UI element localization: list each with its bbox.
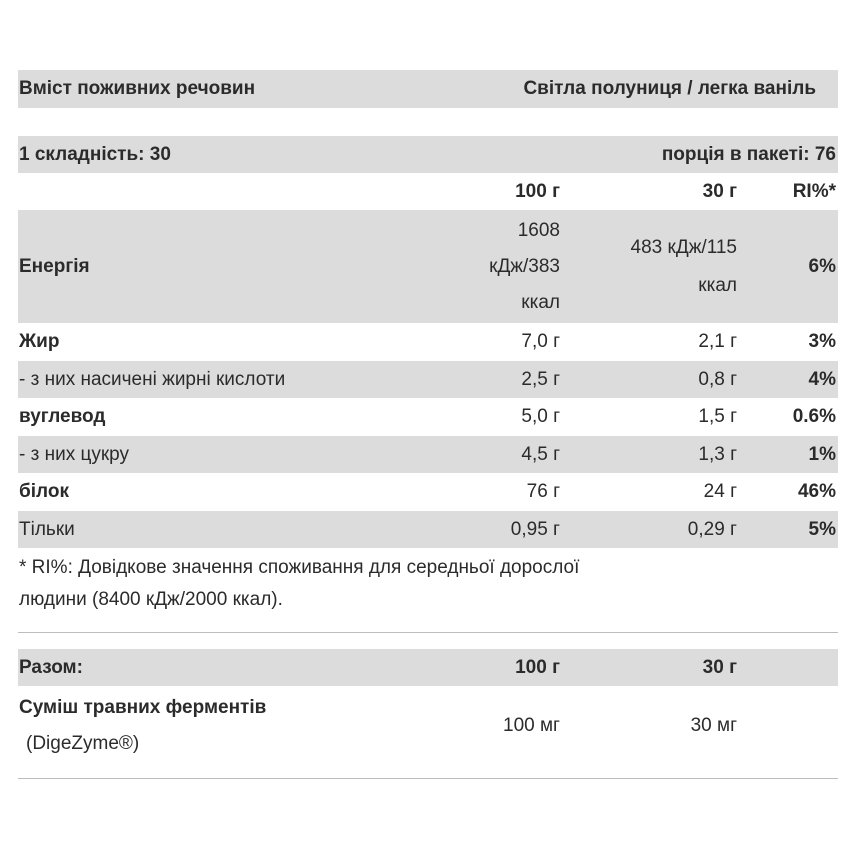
- value-per100: 0,95 г: [510, 518, 560, 540]
- table-row-carbs: [18, 398, 838, 436]
- energy-per30-line2: ккал: [698, 274, 737, 296]
- column-per100: 100 г: [515, 180, 560, 202]
- spacer: [18, 633, 838, 649]
- enzymes-name: [18, 690, 440, 762]
- value-per30: 1,3 г: [698, 443, 737, 465]
- value-per30: 24 г: [703, 481, 737, 502]
- extra-column-per100: 100 г: [515, 656, 560, 678]
- value-per30: 0,8 г: [698, 368, 737, 390]
- value-ri: 46%: [797, 481, 836, 502]
- nutrient-name: Жир: [19, 331, 60, 352]
- energy-ri: 6%: [808, 255, 836, 277]
- enzymes-title: Суміш травних ферментів: [19, 697, 267, 718]
- table-row-enzymes: [18, 686, 838, 766]
- servings-per-pack: порція в пакеті: 76: [661, 143, 836, 165]
- table-row-sugar: [18, 436, 838, 473]
- value-ri: 3%: [808, 331, 836, 352]
- value-per100: 2,5 г: [521, 368, 560, 390]
- energy-per30-line1: 483 кДж/115: [630, 236, 737, 258]
- energy-per30: [562, 229, 739, 305]
- nutrient-name: Тільки: [19, 518, 75, 540]
- table-row-salt: [18, 511, 838, 548]
- value-ri: 0.6%: [792, 406, 836, 427]
- value-ri: 1%: [808, 443, 836, 465]
- value-per100: 5,0 г: [521, 406, 560, 427]
- extra-column-per30: 30 г: [702, 656, 737, 678]
- nutrient-name: - з них насичені жирні кислоти: [19, 368, 286, 390]
- energy-per100: [440, 213, 562, 321]
- nutrient-name: білок: [19, 481, 69, 502]
- servings-row: [18, 136, 838, 173]
- table-row-energy: [18, 210, 838, 323]
- footnote-line1: * RI%: Довідкове значення споживання для середньої дорослої: [19, 557, 580, 578]
- energy-per100-kj-kcal: кДж/383: [489, 255, 560, 277]
- value-per30: 2,1 г: [698, 331, 737, 352]
- footnote: [18, 548, 838, 632]
- value-per100: 4,5 г: [521, 443, 560, 465]
- spacer: [18, 108, 838, 136]
- nutrients-heading: Вміст поживних речовин: [19, 78, 256, 99]
- table-row-protein: [18, 473, 838, 511]
- nutrient-name: - з них цукру: [19, 443, 130, 465]
- column-ri: RI%*: [792, 180, 836, 202]
- value-per100: 7,0 г: [521, 331, 560, 352]
- enzymes-per100: 100 мг: [503, 715, 560, 736]
- value-ri: 5%: [808, 518, 836, 540]
- value-per30: 1,5 г: [698, 406, 737, 427]
- value-ri: 4%: [808, 368, 836, 390]
- energy-per100-kcal-unit: ккал: [521, 291, 560, 313]
- extra-header-row: [18, 649, 838, 686]
- nutrient-name: вуглевод: [19, 406, 106, 427]
- table-row-saturated: [18, 361, 838, 398]
- divider-bottom: [18, 778, 838, 779]
- nutrient-name: Енергія: [19, 255, 90, 277]
- enzymes-brand: (DigeZyme®): [26, 733, 140, 754]
- table-row-fat: [18, 323, 838, 361]
- serving-size: 1 складність: 30: [19, 143, 171, 165]
- column-per30: 30 г: [702, 180, 737, 202]
- value-per100: 76 г: [526, 481, 560, 502]
- flavor-heading: Світла полуниця / легка ваніль: [523, 78, 816, 99]
- table-header-row: [18, 70, 838, 108]
- footnote-line2: людини (8400 кДж/2000 ккал).: [19, 589, 283, 610]
- enzymes-per30: 30 мг: [690, 715, 737, 736]
- extra-label: Разом:: [19, 656, 83, 678]
- value-per30: 0,29 г: [687, 518, 737, 540]
- nutrition-table: [18, 70, 838, 779]
- energy-per100-kj: 1608: [517, 219, 560, 241]
- column-header-row: [18, 173, 838, 210]
